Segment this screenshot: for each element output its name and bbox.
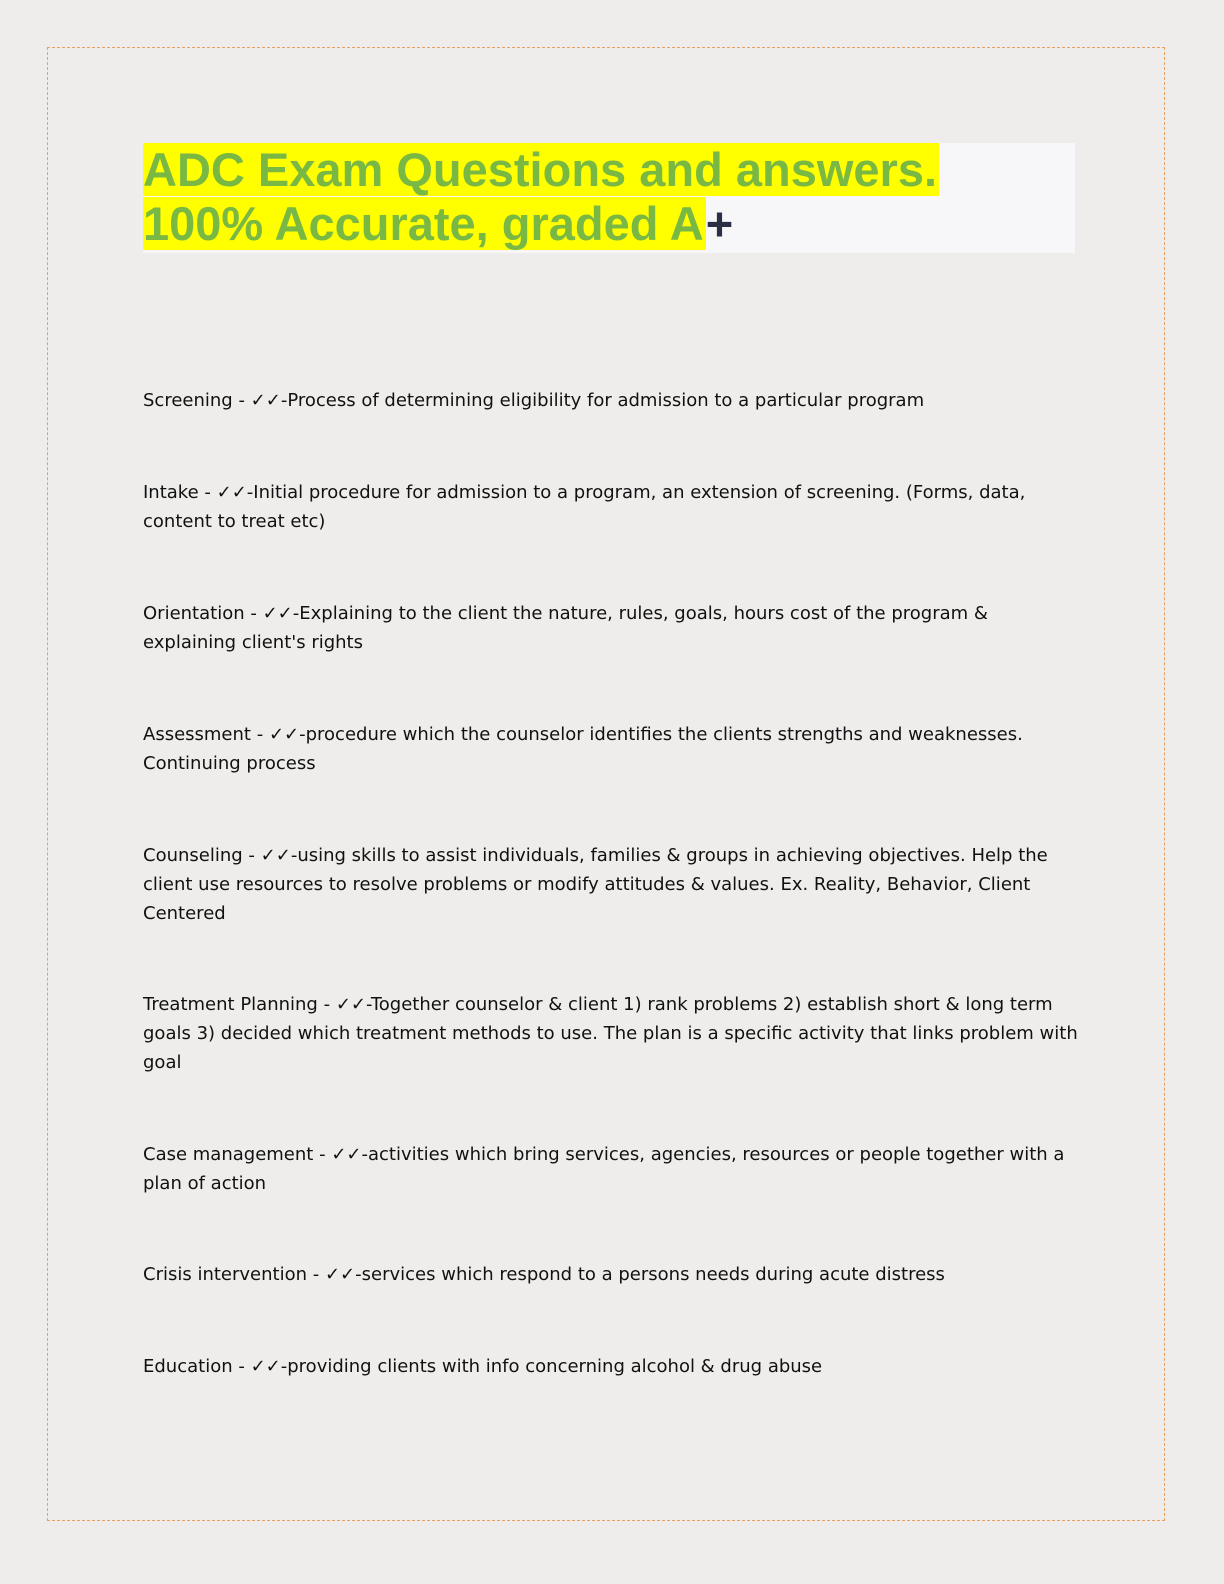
title-line-1-text: ADC Exam Questions and answers. bbox=[143, 143, 938, 196]
entry-term: Orientation bbox=[143, 603, 245, 624]
entry-definition: Together counselor & client 1) rank problems 2) establish short & long term goals 3) decided which treatment methods to use. The plan is a specific activity that links problem with goal bbox=[143, 994, 1078, 1073]
entry-definition: Initial procedure for admission to a program, an extension of screening. (Forms, data, content to treat etc) bbox=[143, 482, 1026, 532]
entry-crisis-intervention: Crisis intervention - ✓✓-services which respond to a persons needs during acute distress bbox=[143, 1264, 945, 1285]
check-mark-icon: ✓✓ bbox=[250, 1356, 281, 1377]
entry-term: Counseling bbox=[143, 845, 243, 866]
check-mark-icon: ✓✓ bbox=[331, 1144, 362, 1165]
entry-term: Intake bbox=[143, 482, 199, 503]
entry-term: Assessment bbox=[143, 724, 251, 745]
entry-term: Crisis intervention bbox=[143, 1264, 308, 1285]
entry-case-management: Case management - ✓✓-activities which bring services, agencies, resources or people together with a plan of action bbox=[143, 1144, 1065, 1194]
entry-screening: Screening - ✓✓-Process of determining eligibility for admission to a particular program bbox=[143, 390, 925, 411]
entry-term: Case management bbox=[143, 1144, 314, 1165]
entry-term: Treatment Planning bbox=[143, 994, 318, 1015]
check-mark-icon: ✓✓ bbox=[262, 603, 293, 624]
entry-definition: using skills to assist individuals, families & groups in achieving objectives. Help the client use resources to resolve problems or modify attitudes & values. Ex. Reality, Behavior, Client Centered bbox=[143, 845, 1048, 924]
entry-orientation: Orientation - ✓✓-Explaining to the client the nature, rules, goals, hours cost of the program & explaining client's rights bbox=[143, 603, 988, 653]
title-line-2 bbox=[143, 197, 1075, 251]
entry-term: Screening bbox=[143, 390, 233, 411]
document-title bbox=[143, 143, 1075, 253]
entry-definition: procedure which the counselor identifies the clients strengths and weaknesses. Continuing process bbox=[143, 724, 1023, 774]
entry-counseling: Counseling - ✓✓-using skills to assist individuals, families & groups in achieving objectives. Help the client use resources to resolve problems or modify attitudes & values. Ex. Reality, Behavior, Client Centered bbox=[143, 845, 1048, 924]
check-mark-icon: ✓✓ bbox=[260, 845, 291, 866]
title-line-2-text: 100% Accurate, graded A bbox=[143, 197, 704, 250]
title-line-1 bbox=[143, 143, 1075, 197]
entry-term: Education bbox=[143, 1356, 233, 1377]
check-mark-icon: ✓✓ bbox=[216, 482, 247, 503]
entry-definition: Explaining to the client the nature, rules, goals, hours cost of the program & explaining client's rights bbox=[143, 603, 988, 653]
check-mark-icon: ✓✓ bbox=[250, 390, 281, 411]
entry-definition: providing clients with info concerning alcohol & drug abuse bbox=[287, 1356, 823, 1377]
entry-education: Education - ✓✓-providing clients with info concerning alcohol & drug abuse bbox=[143, 1356, 823, 1377]
page-border bbox=[47, 47, 1165, 1521]
entry-treatment-planning: Treatment Planning - ✓✓-Together counselor & client 1) rank problems 2) establish short & long term goals 3) decided which treatment methods to use. The plan is a specific activity that links problem with goal bbox=[143, 994, 1078, 1073]
title-plus-sign: + bbox=[705, 197, 734, 250]
entry-assessment: Assessment - ✓✓-procedure which the counselor identifies the clients strengths and weaknesses. Continuing process bbox=[143, 724, 1023, 774]
entry-intake: Intake - ✓✓-Initial procedure for admission to a program, an extension of screening. (Forms, data, content to treat etc) bbox=[143, 482, 1026, 532]
check-mark-icon: ✓✓ bbox=[268, 724, 300, 745]
check-mark-icon: ✓✓ bbox=[324, 1264, 356, 1285]
check-mark-icon: ✓✓ bbox=[335, 994, 366, 1015]
entry-definition: services which respond to a persons needs during acute distress bbox=[361, 1264, 945, 1285]
entry-definition: Process of determining eligibility for admission to a particular program bbox=[287, 390, 925, 411]
entry-definition: activities which bring services, agencies, resources or people together with a plan of action bbox=[143, 1144, 1065, 1194]
